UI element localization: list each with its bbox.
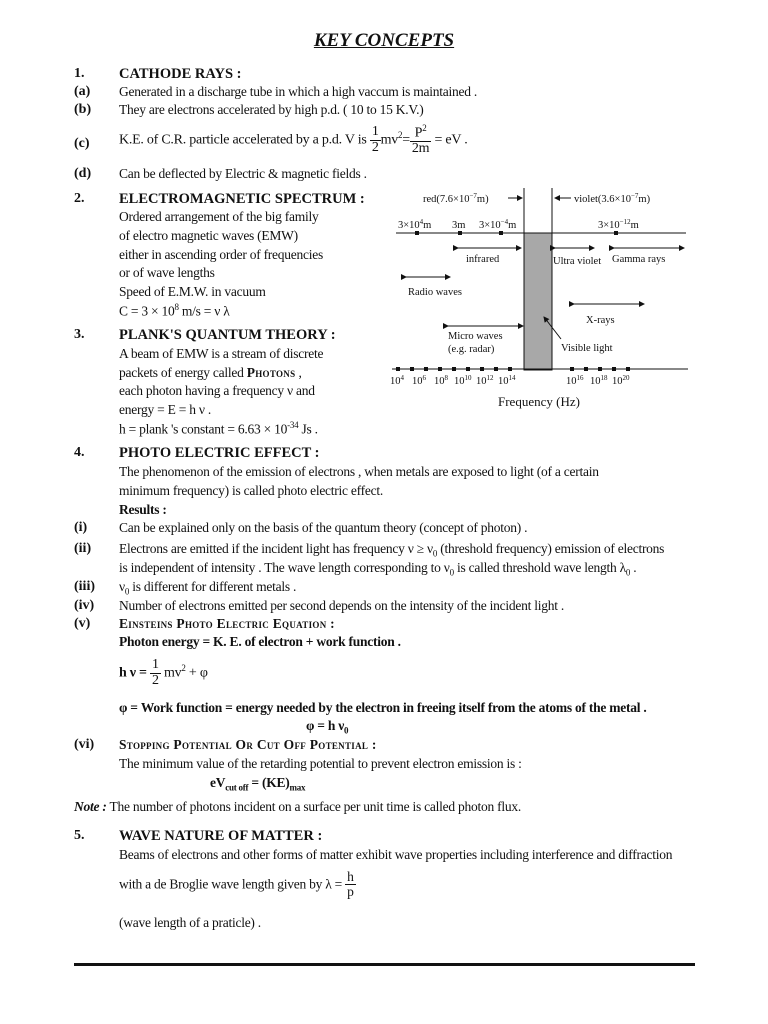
photon-flux-note: Note : The number of photons incident on a surface per unit time is called photon flux. bbox=[74, 799, 522, 814]
frequency-dot bbox=[452, 367, 456, 371]
frequency-tick-label: $10^{14}$ bbox=[498, 374, 516, 387]
item-1c-label: (c) bbox=[74, 136, 90, 151]
s2-line-2: of electro magnetic waves (EMW) bbox=[119, 228, 298, 243]
s3-line-2: packets of energy called Photons , bbox=[119, 365, 302, 380]
section-1-heading: CATHODE RAYS : bbox=[119, 66, 242, 82]
frequency-dot bbox=[396, 367, 400, 371]
stopping-potential-heading: Stopping Potential Or Cut Off Potential : bbox=[119, 737, 377, 752]
einstein-equation-heading: Einsteins Photo Electric Equation : bbox=[119, 616, 335, 631]
s5-line-1: Beams of electrons and other forms of matter exhibit wave properties including interference and diffraction bbox=[119, 847, 673, 862]
frequency-tick-label: $10^6$ bbox=[412, 374, 426, 387]
frequency-dot bbox=[438, 367, 442, 371]
section-2-heading: ELECTROMAGNETIC SPECTRUM : bbox=[119, 191, 365, 207]
s3-line-1: A beam of EMW is a stream of discrete bbox=[119, 346, 324, 361]
photons-term: Photons bbox=[246, 365, 296, 380]
s2-line-5: Speed of E.M.W. in vacuum bbox=[119, 284, 266, 299]
red-wavelength-label: $red(7.6\times 10^{-7}m)$ bbox=[423, 192, 489, 205]
s4-para-line-2: minimum frequency) is called photo electric effect. bbox=[119, 483, 384, 498]
s3-line-3: each photon having a frequency ν and bbox=[119, 383, 315, 398]
frequency-dot bbox=[584, 367, 588, 371]
item-1d-label: (d) bbox=[74, 166, 92, 181]
fraction-p2-2m: $\frac{P^2}{2m}$ bbox=[411, 123, 430, 157]
result-ii-line-1: Electrons are emitted if the incident light has frequency $\nu \ge \nu_0$ (threshold frequency) emission of electrons bbox=[119, 541, 665, 559]
item-1c-formula: K.E. of C.R. particle accelerated by a p.d. V is $\frac{1}{2}$ $mv^2=$ $\frac{P^2}{2m}$ = eV . bbox=[119, 123, 468, 157]
result-ii-line-2: is independent of intensity . The wave length corresponding to $\nu_0$ is called threshold wave length $\lambda_0$ . bbox=[119, 560, 637, 578]
frequency-tick-label: $10^4$ bbox=[390, 374, 404, 387]
s3-line-5: h = plank 's constant = $6.63 \times 10^{-34}$ Js . bbox=[119, 420, 318, 437]
s2-line-1: Ordered arrangement of the big family bbox=[119, 209, 319, 224]
item-1b-label: (b) bbox=[74, 102, 92, 117]
stopping-potential-text: The minimum value of the retarding potential to prevent electron emission is : bbox=[119, 756, 522, 771]
work-function-equation: φ = h $\nu_0$ bbox=[306, 718, 349, 736]
frequency-tick-labels bbox=[390, 374, 630, 387]
frequency-tick-label: $10^{10}$ bbox=[454, 374, 472, 387]
item-1c-text: K.E. of C.R. particle accelerated by a p.d. V is bbox=[119, 132, 367, 148]
frequency-dot bbox=[410, 367, 414, 371]
wavelength-label-4: $3\times 10^{-12}m$ bbox=[598, 218, 639, 231]
frequency-axis-label: Frequency (Hz) bbox=[498, 394, 580, 409]
result-iv-label: (iv) bbox=[74, 598, 95, 613]
results-heading: Results : bbox=[119, 502, 167, 517]
work-function-definition: φ = Work function = energy needed by the electron in freeing itself from the atoms of the metal . bbox=[119, 700, 647, 715]
frequency-dot bbox=[570, 367, 574, 371]
s5-line-3: (wave length of a praticle) . bbox=[119, 915, 261, 930]
result-vi-label: (vi) bbox=[74, 737, 95, 752]
fraction-half: $\frac{1}{2}$ bbox=[371, 124, 379, 156]
frequency-tick-label: $10^{20}$ bbox=[612, 374, 630, 387]
frequency-dot bbox=[466, 367, 470, 371]
microwaves-label: Micro waves bbox=[448, 331, 503, 342]
photon-energy-equation: Photon energy = K. E. of electron + work function . bbox=[119, 634, 401, 649]
page-title: KEY CONCEPTS bbox=[313, 30, 455, 51]
xrays-label: X-rays bbox=[586, 315, 615, 326]
visible-band bbox=[524, 233, 552, 370]
frequency-dot bbox=[494, 367, 498, 371]
frequency-tick-label: $10^{16}$ bbox=[566, 374, 584, 387]
frequency-dot bbox=[480, 367, 484, 371]
frequency-tick-label: $10^{12}$ bbox=[476, 374, 494, 387]
infrared-label: infrared bbox=[466, 254, 500, 265]
gamma-label: Gamma rays bbox=[612, 254, 666, 265]
section-3-number: 3. bbox=[74, 327, 85, 342]
section-3-heading: PLANK'S QUANTUM THEORY : bbox=[119, 327, 336, 343]
section-2-number: 2. bbox=[74, 191, 85, 206]
s5-line-2: with a de Broglie wave length given by λ = $\frac{h}{p}$ bbox=[119, 869, 354, 900]
microwaves-example: (e.g. radar) bbox=[448, 344, 495, 355]
fraction-h-over-p: $\frac{h}{p}$ bbox=[347, 869, 354, 900]
wavelength-tick-2 bbox=[458, 231, 462, 235]
result-i-label: (i) bbox=[74, 520, 88, 535]
frequency-dot bbox=[612, 367, 616, 371]
result-ii-label: (ii) bbox=[74, 541, 92, 556]
hv-equation: h ν = $\frac{1}{2}$ $mv^2 + \varphi$ bbox=[119, 657, 208, 688]
s4-para-line-1: The phenomenon of the emission of electrons , when metals are exposed to light (of a certain bbox=[119, 464, 599, 479]
wavelength-tick-1 bbox=[415, 231, 419, 235]
frequency-tick-label: $10^{18}$ bbox=[590, 374, 608, 387]
wavelength-label-1: $3\times 10^4m$ bbox=[398, 218, 432, 231]
ev-term: = eV . bbox=[434, 132, 468, 148]
result-iii-label: (iii) bbox=[74, 579, 95, 594]
result-iii-text: $\nu_0$ is different for different metals . bbox=[119, 579, 297, 597]
section-4-heading: PHOTO ELECTRIC EFFECT : bbox=[119, 445, 320, 461]
result-i-text: Can be explained only on the basis of the quantum theory (concept of photon) . bbox=[119, 520, 528, 535]
frequency-dot bbox=[626, 367, 630, 371]
frequency-dot bbox=[598, 367, 602, 371]
ultraviolet-label: Ultra violet bbox=[553, 256, 602, 267]
wavelength-tick-3 bbox=[499, 231, 503, 235]
result-iv-text: Number of electrons emitted per second depends on the intensity of the incident light . bbox=[119, 598, 565, 613]
item-1a-label: (a) bbox=[74, 84, 91, 99]
em-spectrum-diagram bbox=[388, 186, 698, 412]
radio-label: Radio waves bbox=[408, 287, 462, 298]
fraction-half-2: $\frac{1}{2}$ bbox=[152, 657, 159, 688]
item-1a-text: Generated in a discharge tube in which a high vaccum is maintained . bbox=[119, 84, 478, 99]
s2-line-6: $C = 3 \times 10^8$ m/s = ν λ bbox=[119, 302, 230, 319]
footer-rule bbox=[74, 963, 695, 966]
wavelength-label-2: 3m bbox=[452, 220, 466, 231]
stopping-potential-equation: $eV_{cut off} = (KE)_{max}$ bbox=[210, 775, 306, 793]
item-1d-text: Can be deflected by Electric & magnetic fields . bbox=[119, 166, 367, 181]
result-v-label: (v) bbox=[74, 616, 91, 631]
frequency-tick-label: $10^8$ bbox=[434, 374, 448, 387]
note-label: Note : bbox=[74, 799, 107, 814]
section-5-number: 5. bbox=[74, 828, 85, 843]
s2-line-3: either in ascending order of frequencies bbox=[119, 247, 324, 262]
s3-line-4: energy = E = h ν . bbox=[119, 402, 211, 417]
wavelength-tick-4 bbox=[614, 231, 618, 235]
section-4-number: 4. bbox=[74, 445, 85, 460]
mv-term: mv bbox=[380, 132, 398, 148]
section-1-number: 1. bbox=[74, 66, 85, 81]
section-5-heading: WAVE NATURE OF MATTER : bbox=[119, 828, 323, 844]
s2-line-4: or of wave lengths bbox=[119, 265, 215, 280]
violet-wavelength-label: $violet(3.6\times 10^{-7}m)$ bbox=[574, 192, 651, 205]
frequency-dot bbox=[508, 367, 512, 371]
visible-label: Visible light bbox=[561, 343, 613, 354]
frequency-dot bbox=[424, 367, 428, 371]
item-1b-text: They are electrons accelerated by high p.d. ( 10 to 15 K.V.) bbox=[119, 102, 424, 117]
wavelength-label-3: $3\times 10^{-4}m$ bbox=[479, 218, 517, 231]
